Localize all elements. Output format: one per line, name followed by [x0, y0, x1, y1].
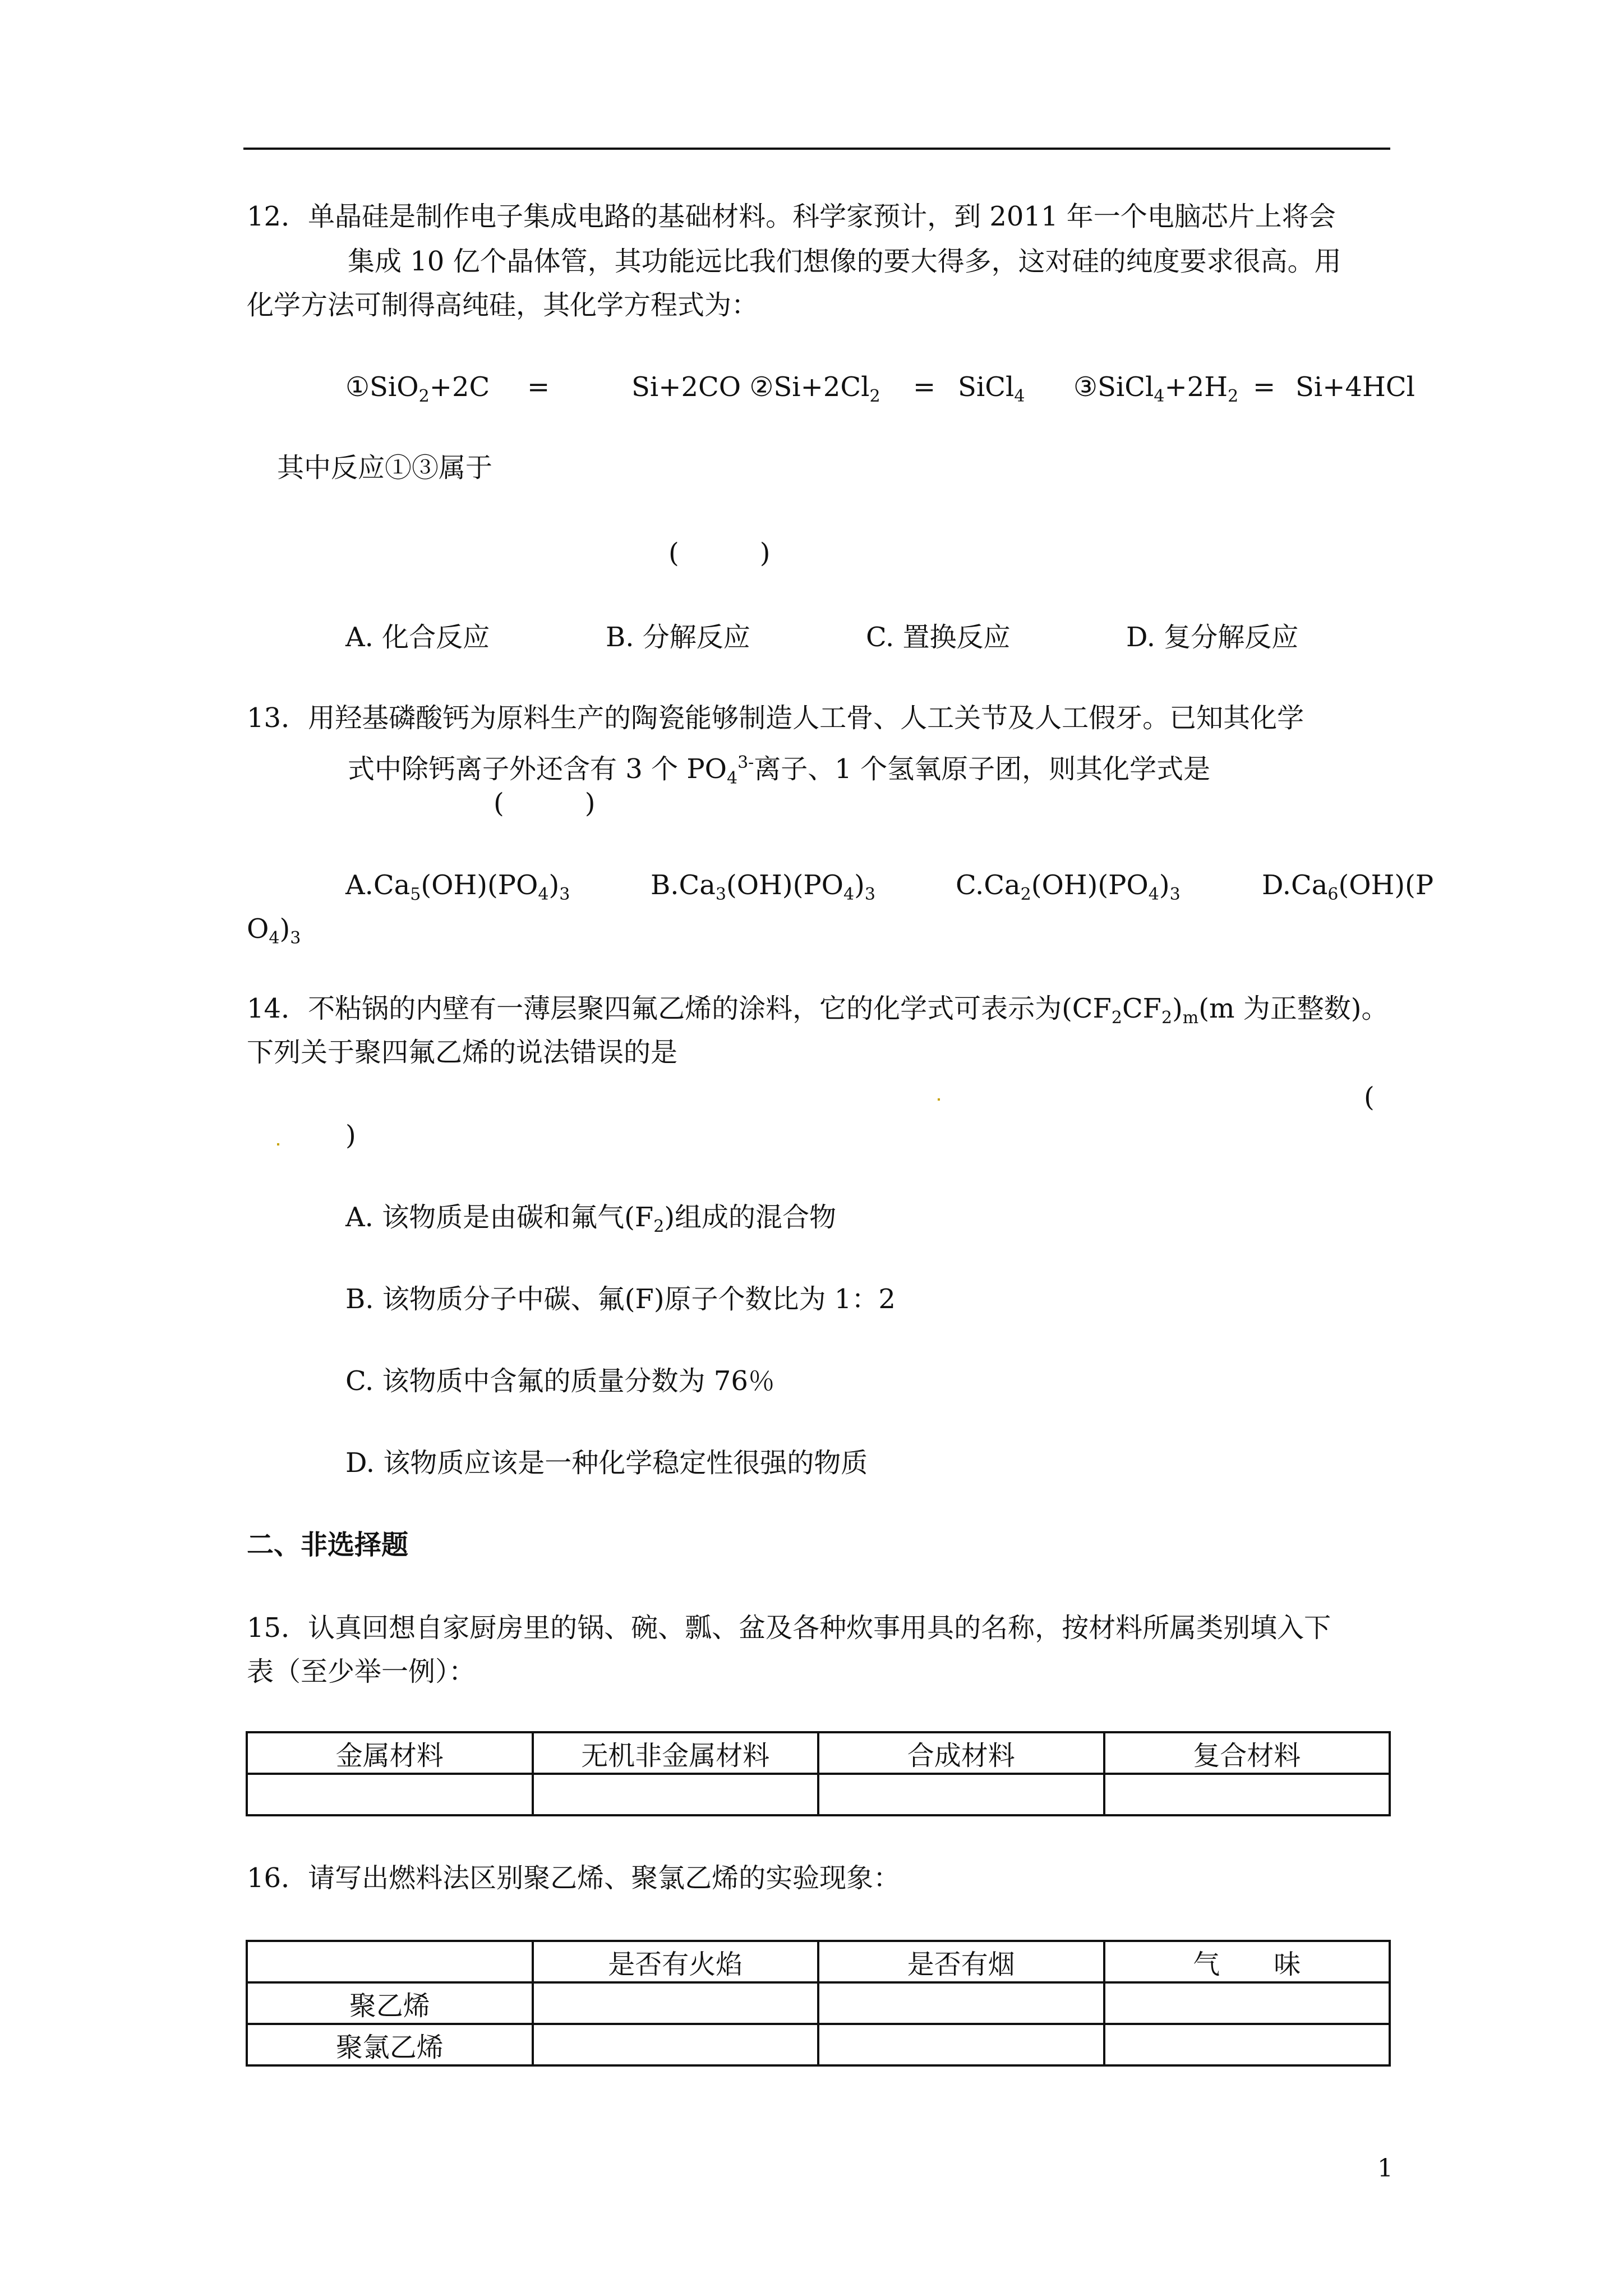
- q12-stem: 其中反应①③属于: [277, 452, 493, 484]
- q12-line2: 集成 10 亿个晶体管，其功能远比我们想像的要大得多，这对硅的纯度要求很高。用: [348, 246, 1341, 277]
- q14-line1: 14．不粘锅的内壁有一薄层聚四氟乙烯的涂料，它的化学式可表示为$(CF_2CF_2)_m(m$ 为正整数)。: [247, 993, 1389, 1028]
- q12-equation-1-right-and-2-left: Si+2CO $②Si+2Cl_2$: [631, 371, 880, 406]
- table-header-cell: [247, 1941, 533, 1982]
- row-label-cell: 聚氯乙烯: [247, 2024, 533, 2065]
- q12-option-c: C. 置换反应: [866, 622, 1011, 653]
- table-header-row: [247, 1732, 1390, 1774]
- q14-paren-open: (: [1364, 1082, 1375, 1113]
- q13-line1: 13．用羟基磷酸钙为原料生产的陶瓷能够制造人工骨、人工关节及人工假牙。已知其化学: [247, 702, 1304, 734]
- blank-answer-cell[interactable]: [818, 2024, 1104, 2065]
- q12-option-a: A. 化合反应: [345, 622, 490, 653]
- q12-equation-3-equals: =: [1253, 371, 1276, 403]
- q15-line1: 15．认真回想自家厨房里的锅、碗、瓢、盆及各种炊事用具的名称，按材料所属类别填入下: [247, 1612, 1331, 1644]
- burning-test-table: [246, 1940, 1391, 2067]
- q14-option-a: A. 该物质是由碳和氟气$(F_2)$组成的混合物: [345, 1202, 837, 1236]
- table-row: [247, 1982, 1390, 2024]
- q12-equation-2-equals: =: [913, 371, 936, 403]
- table-row: [247, 1774, 1390, 1815]
- section-2-title: 二、非选择题: [247, 1529, 409, 1561]
- table-header-cell: 合成材料: [818, 1732, 1104, 1774]
- scan-speck: [938, 1098, 940, 1101]
- q12-answer-paren: ( ): [668, 537, 771, 569]
- blank-answer-cell[interactable]: [1104, 1774, 1390, 1815]
- table-header-cell: 复合材料: [1104, 1732, 1390, 1774]
- blank-answer-cell[interactable]: [533, 1774, 819, 1815]
- table-row: [247, 2024, 1390, 2065]
- q14-option-b: B. 该物质分子中碳、氟(F)原子个数比为 1：2: [345, 1283, 896, 1315]
- q13-line2: 式中除钙离子外还含有 3 个 $PO_4^{3-}$离子、1 个氢氧原子团，则其化学式是: [348, 753, 1211, 788]
- q12-equation-2-right: SiCl$_4$: [958, 371, 1025, 406]
- q14-option-d: D. 该物质应该是一种化学稳定性很强的物质: [345, 1447, 868, 1479]
- blank-answer-cell[interactable]: [818, 1982, 1104, 2024]
- header-rule: [243, 148, 1390, 150]
- blank-answer-cell[interactable]: [1104, 1982, 1390, 2024]
- q13-option-b: $B.Ca_3(OH)(PO_4)_3$: [651, 869, 875, 904]
- q13-option-a: $A.Ca_5(OH)(PO_4)_3$: [345, 869, 570, 904]
- blank-answer-cell[interactable]: [247, 1774, 533, 1815]
- q12-line3: 化学方法可制得高纯硅，其化学方程式为：: [247, 289, 759, 321]
- q14-option-c: C. 该物质中含氟的质量分数为 76％: [345, 1365, 775, 1397]
- table-header-cell: 是否有火焰: [533, 1941, 819, 1982]
- scan-speck: [277, 1143, 279, 1145]
- q14-line2: 下列关于聚四氟乙烯的说法错误的是: [247, 1037, 678, 1068]
- q14-paren-close: ): [345, 1120, 356, 1151]
- blank-answer-cell[interactable]: [1104, 2024, 1390, 2065]
- blank-answer-cell[interactable]: [533, 2024, 819, 2065]
- blank-answer-cell[interactable]: [818, 1774, 1104, 1815]
- q16-line1: 16．请写出燃料法区别聚乙烯、聚氯乙烯的实验现象：: [247, 1862, 901, 1894]
- q13-option-c: $C.Ca_2(OH)(PO_4)_3$: [956, 869, 1181, 904]
- materials-table: [246, 1731, 1391, 1816]
- table-header-row: [247, 1941, 1390, 1982]
- table-header-cell: 金属材料: [247, 1732, 533, 1774]
- table-header-cell: 是否有烟: [818, 1941, 1104, 1982]
- q13-answer-paren: ( ): [494, 788, 596, 819]
- q12-line1: 12．单晶硅是制作电子集成电路的基础材料。科学家预计，到 2011 年一个电脑芯片上将会: [247, 201, 1336, 232]
- q12-equation-3-right: Si+4HCl: [1295, 371, 1415, 403]
- q12-equation-1-equals: =: [527, 371, 550, 403]
- blank-answer-cell[interactable]: [533, 1982, 819, 2024]
- q12-equation-1-left: ①SiO$_2$+2C: [345, 371, 490, 406]
- q12-option-d: D. 复分解反应: [1126, 622, 1299, 653]
- table-header-cell: 无机非金属材料: [533, 1732, 819, 1774]
- q15-line2: 表（至少举一例）：: [247, 1656, 476, 1687]
- q12-equation-3-left: $③SiCl_4+2H_2$: [1073, 371, 1239, 406]
- q12-option-b: B. 分解反应: [606, 622, 750, 653]
- q13-option-d-continued: $O_4)_3$: [247, 913, 301, 948]
- q13-option-d: $D.Ca_6(OH)(P$: [1262, 869, 1434, 904]
- page-number: 1: [1377, 2154, 1393, 2183]
- row-label-cell: 聚乙烯: [247, 1982, 533, 2024]
- table-header-cell: 气 味: [1104, 1941, 1390, 1982]
